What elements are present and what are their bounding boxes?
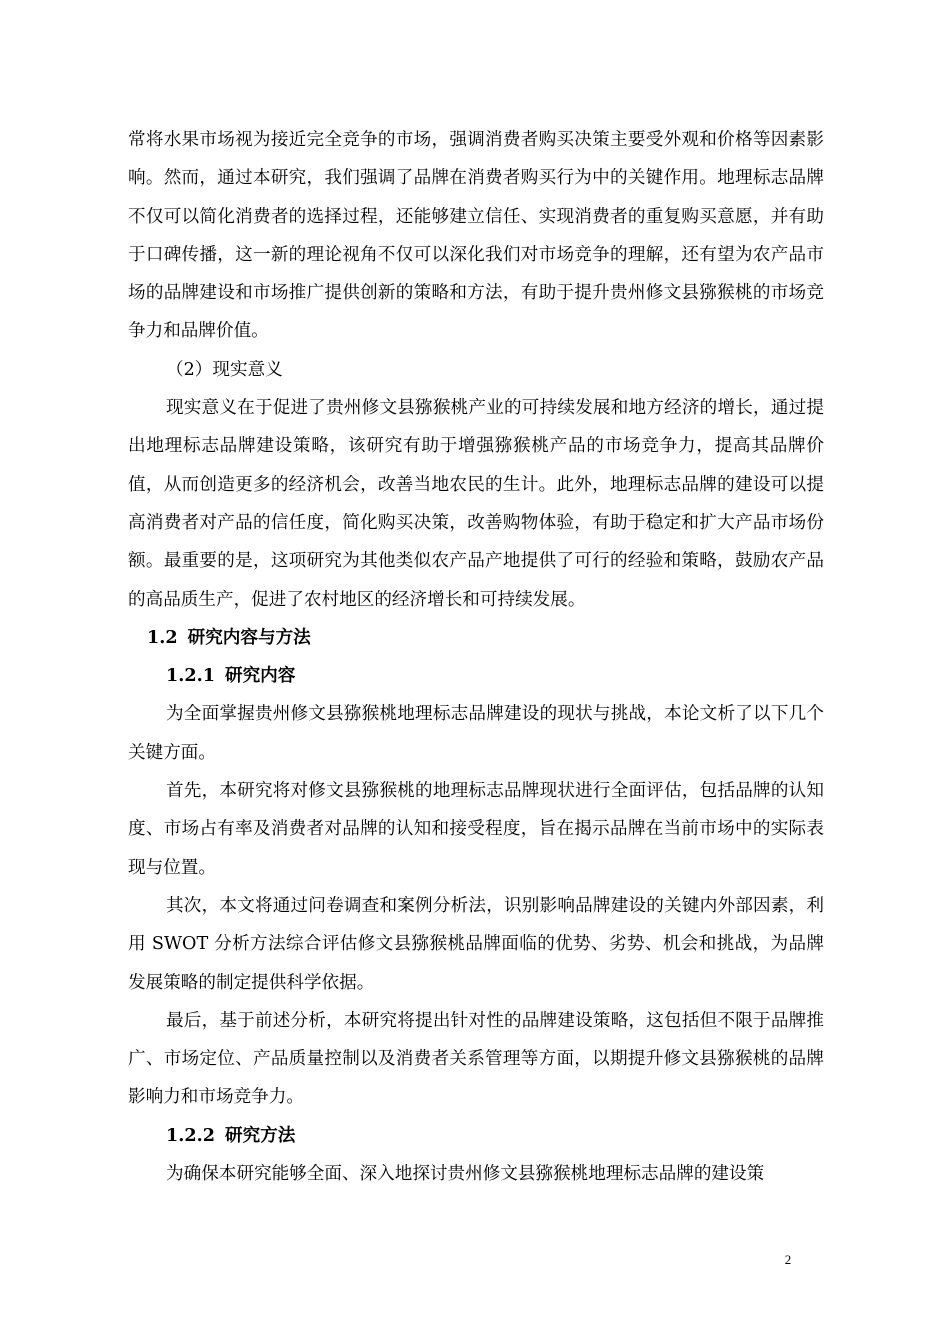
section-heading-1-2-2 — [128, 1117, 824, 1155]
section-title: 研究内容 — [224, 665, 296, 687]
section-heading-1-2 — [128, 619, 824, 657]
sub-heading-practical-significance: （2）现实意义 — [166, 359, 283, 380]
section-title: 研究内容与方法 — [187, 626, 311, 648]
paragraph-research-content-first: 首先，本研究将对修文县猕猴桃的地理标志品牌现状进行全面评估，包括品牌的认知度、市场占有率及消费者对品牌的认知和接受程度，旨在揭示品牌在当前市场中的实际表现与位置。 — [128, 781, 824, 878]
paragraph-practical-significance: 现实意义在于促进了贵州修文县猕猴桃产业的可持续发展和地方经济的增长，通过提出地理标志品牌建设策略，该研究有助于增强猕猴桃产品的市场竞争力，提高其品牌价值，从而创造更多的经济机会，改善当地农民的生计。此外，地理标志品牌的建设可以提高消费者对产品的信任度，简化购买决策，改善购物体验，有助于稳定和扩大产品市场份额。最重要的是，这项研究为其他类似农产品产地提供了可行的经验和策略，鼓励农产品的高品质生产，促进了农村地区的经济增长和可持续发展。 — [128, 398, 824, 610]
paragraph-research-method-intro: 为确保本研究能够全面、深入地探讨贵州修文县猕猴桃地理标志品牌的建设策 — [166, 1164, 765, 1185]
section-number: 1.2.2 — [166, 1124, 215, 1146]
paragraph-research-content-second: 其次，本文将通过问卷调查和案例分析法，识别影响品牌建设的关键内外部因素，利用 SWOT 分析方法综合评估修文县猕猴桃品牌面临的优势、劣势、机会和挑战，为品牌发展策略的制定提供科学依据。 — [128, 895, 824, 993]
section-title: 研究方法 — [224, 1124, 296, 1146]
page-number: 2 — [784, 1252, 792, 1267]
paragraph-theoretical-significance-continued: 常将水果市场视为接近完全竞争的市场，强调消费者购买决策主要受外观和价格等因素影响。然而，通过本研究，我们强调了品牌在消费者购买行为中的关键作用。地理标志品牌不仅可以简化消费者的选择过程，还能够建立信任、实现消费者的重复购买意愿，并有助于口碑传播，这一新的理论视角不仅可以深化我们对市场竞争的理解，还有望为农产品市场的品牌建设和市场推广提供创新的策略和方法，有助于提升贵州修文县猕猴桃的市场竞争力和品牌价值。 — [128, 130, 824, 342]
paragraph-research-content-intro: 为全面掌握贵州修文县猕猴桃地理标志品牌建设的现状与挑战，本论文析了以下几个关键方面。 — [128, 704, 824, 763]
paragraph-research-content-last: 最后，基于前述分析，本研究将提出针对性的品牌建设策略，这包括但不限于品牌推广、市场定位、产品质量控制以及消费者关系管理等方面，以期提升修文县猕猴桃的品牌影响力和市场竞争力。 — [128, 1010, 824, 1108]
section-heading-1-2-1 — [128, 657, 824, 695]
document-page — [128, 121, 824, 1193]
section-number: 1.2.1 — [166, 665, 215, 687]
section-number: 1.2 — [147, 626, 178, 648]
